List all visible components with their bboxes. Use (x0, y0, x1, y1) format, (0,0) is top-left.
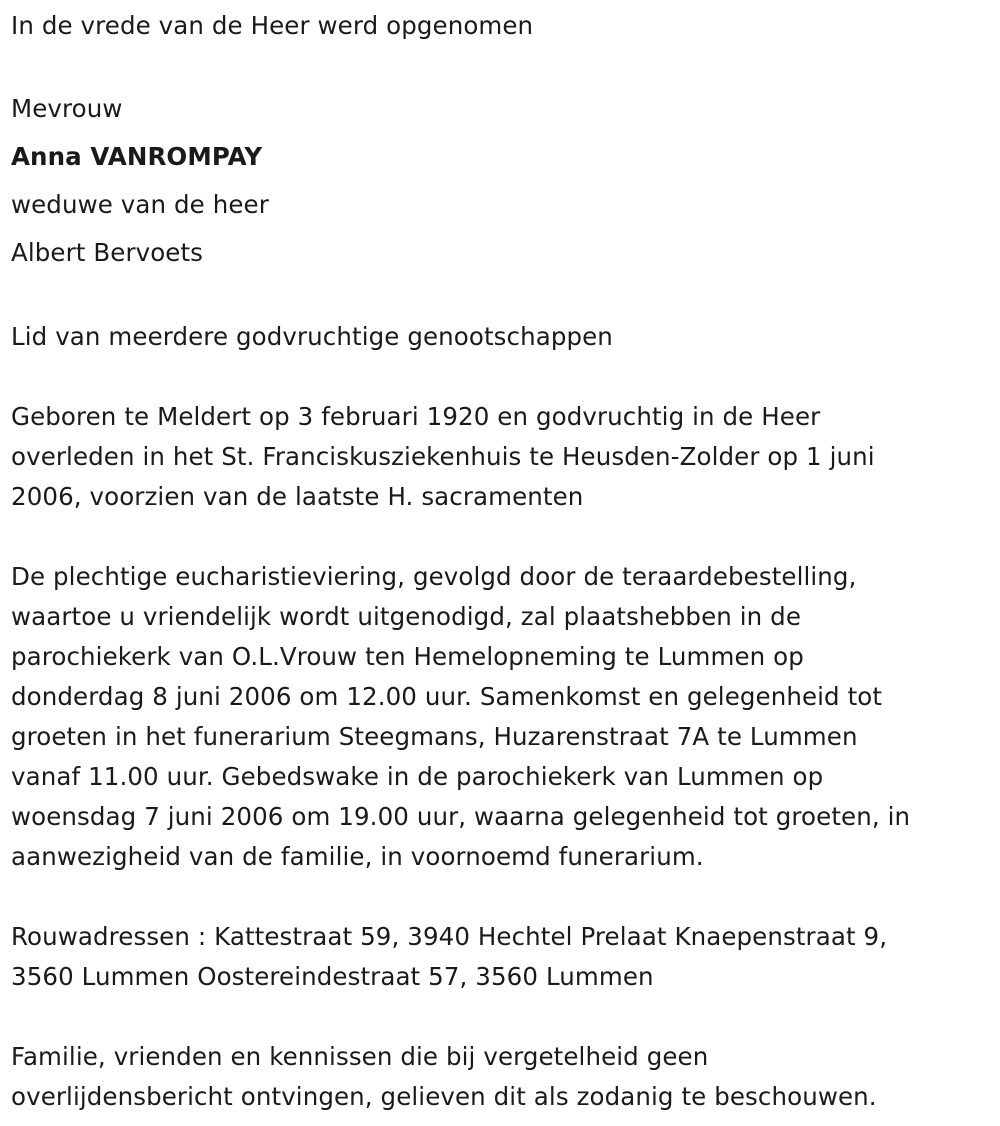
deceased-name: Anna VANROMPAY (11, 142, 263, 171)
paragraph-line: Geboren te Meldert op 3 februari 1920 en godvruchtig in de Heer (11, 402, 821, 431)
spacer (11, 877, 991, 917)
paragraph-line: 3560 Lummen Oostereindestraat 57, 3560 Lummen (11, 962, 654, 991)
death-notice (11, 6, 991, 1117)
birth-death-paragraph (11, 397, 991, 517)
deceased-header (11, 85, 991, 277)
spacer (11, 357, 991, 397)
paragraph-line: vanaf 11.00 uur. Gebedswake in de parochiekerk van Lummen op (11, 762, 824, 791)
paragraph-line: Familie, vrienden en kennissen die bij vergetelheid geen (11, 1042, 709, 1071)
widow-line: weduwe van de heer (11, 190, 269, 219)
membership-line: Lid van meerdere godvruchtige genootschappen (11, 322, 613, 351)
paragraph-line: De plechtige eucharistieviering, gevolgd door de teraardebestelling, (11, 562, 857, 591)
paragraph-line: waartoe u vriendelijk wordt uitgenodigd, zal plaatshebben in de (11, 602, 802, 631)
spacer (11, 997, 991, 1037)
paragraph-line: 2006, voorzien van de laatste H. sacramenten (11, 482, 584, 511)
paragraph-line: woensdag 7 juni 2006 om 19.00 uur, waarna gelegenheid tot groeten, in (11, 802, 911, 831)
paragraph-line: groeten in het funerarium Steegmans, Huzarenstraat 7A te Lummen (11, 722, 858, 751)
paragraph-line: aanwezigheid van de familie, in voornoemd funerarium. (11, 842, 704, 871)
spacer (11, 46, 991, 86)
salutation: Mevrouw (11, 94, 123, 123)
addresses-paragraph (11, 917, 991, 997)
paragraph-line: Rouwadressen : Kattestraat 59, 3940 Hechtel Prelaat Knaepenstraat 9, (11, 922, 888, 951)
paragraph-line: donderdag 8 juni 2006 om 12.00 uur. Samenkomst en gelegenheid tot (11, 682, 883, 711)
intro-line: In de vrede van de Heer werd opgenomen (11, 11, 534, 40)
ceremony-paragraph (11, 557, 991, 877)
paragraph-line: overleden in het St. Franciskusziekenhuis te Heusden-Zolder op 1 juni (11, 442, 875, 471)
paragraph-line: parochiekerk van O.L.Vrouw ten Hemelopneming te Lummen op (11, 642, 804, 671)
closing-paragraph (11, 1037, 991, 1117)
spacer (11, 517, 991, 557)
paragraph-line: overlijdensbericht ontvingen, gelieven dit als zodanig te beschouwen. (11, 1082, 877, 1111)
spouse-name: Albert Bervoets (11, 238, 204, 267)
spacer (11, 277, 991, 317)
